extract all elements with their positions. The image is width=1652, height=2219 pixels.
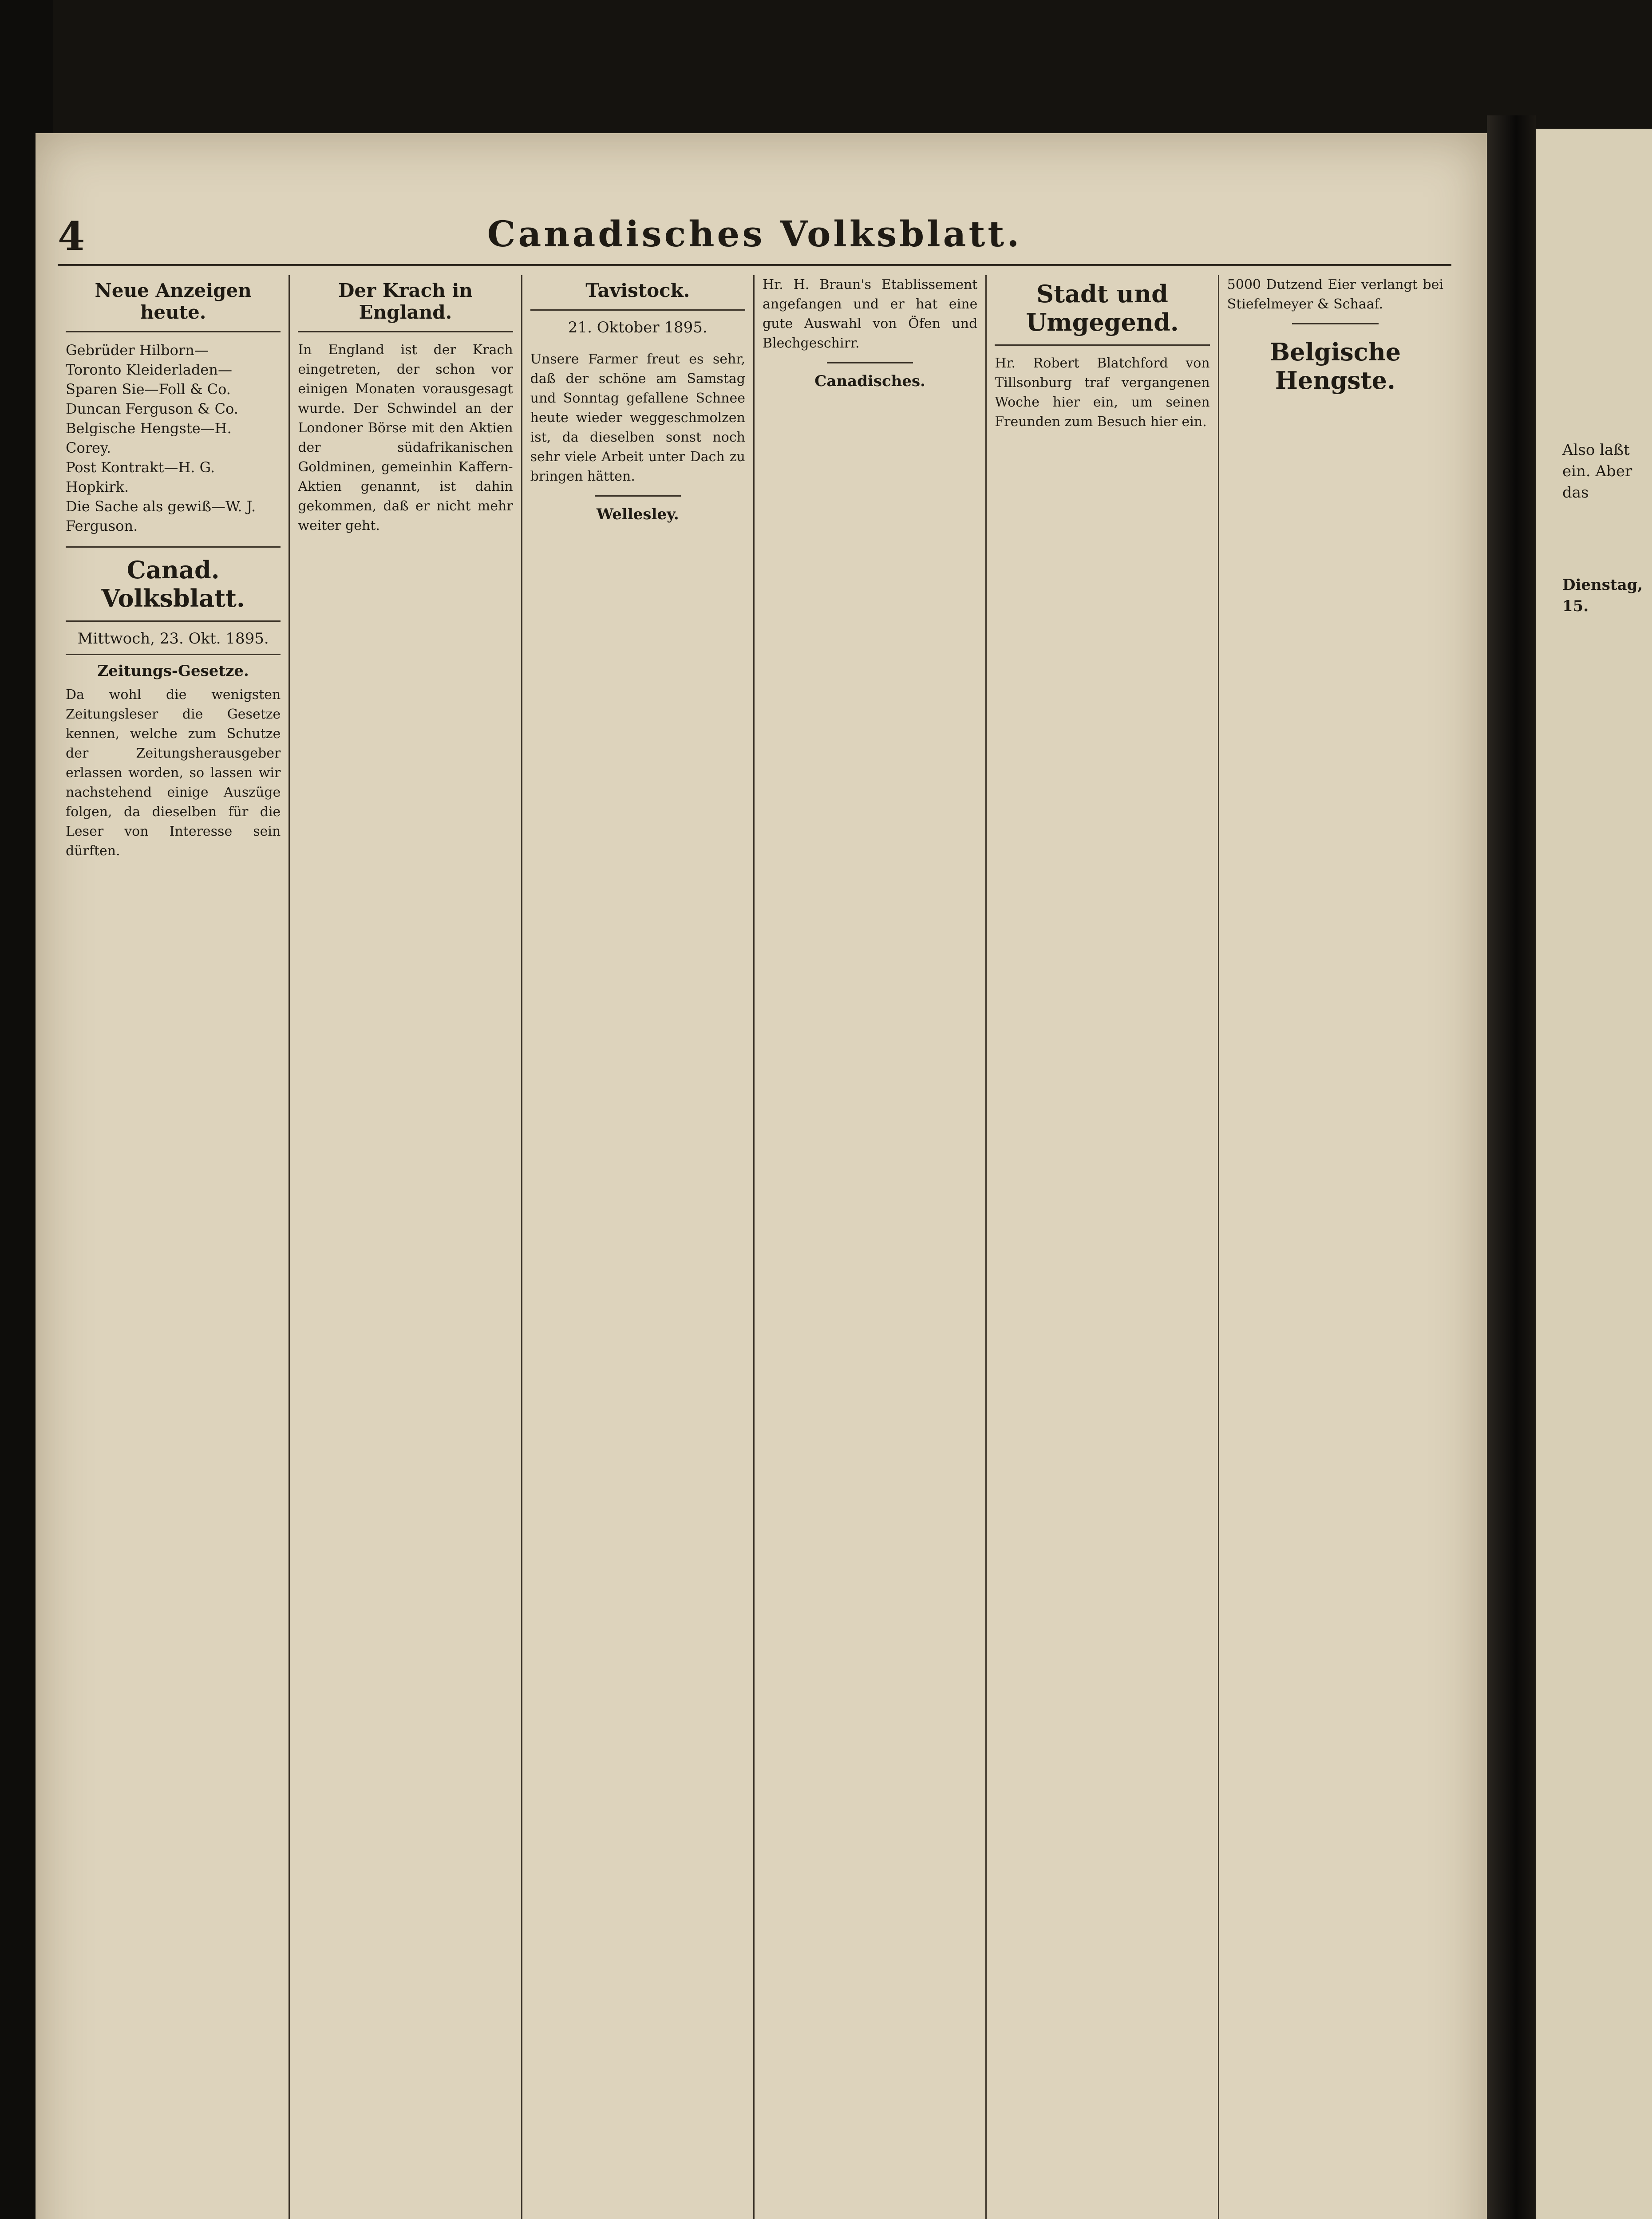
article-dateline: 21. Oktober 1895. [568, 319, 707, 336]
next-page-strip [1536, 129, 1652, 2219]
ad-heading: Belgische Hengste. [1269, 338, 1401, 395]
next-page-date: Dienstag, 15. [1562, 576, 1643, 615]
masthead: Canad. Volksblatt. [66, 546, 281, 622]
list-item: Duncan Ferguson & Co. [66, 400, 238, 417]
article-heading: Der Krach in England. [298, 275, 513, 332]
article-paragraph: Da wohl die wenigsten Zeitungsleser die Gesetze kennen, welche zum Schutze der Zeitungsherausgeber erlassen worden, so lassen wir nachstehend einige Auszüge folgen, da dieselben für die Leser von Interesse sein dürften. [66, 687, 281, 859]
section-divider [1292, 323, 1379, 324]
page-gutter [1487, 115, 1536, 2219]
article-paragraph: Hr. H. Braun's Etablissement angefangen und er hat eine gute Auswahl von Öfen und Blechgeschirr. [762, 277, 978, 351]
article-columns [58, 275, 1451, 2219]
column-4 [755, 275, 987, 2219]
list-item: Toronto Kleiderladen— [66, 361, 232, 378]
list-item: Post Kontrakt—H. G. Hopkirk. [66, 459, 215, 495]
page-header [58, 209, 1451, 262]
list-item: Gebrüder Hilborn— [66, 342, 209, 359]
article-paragraph: 5000 Dutzend Eier verlangt bei Stiefelmeyer & Schaaf. [1227, 277, 1443, 312]
list-item: Belgische Hengste—H. Corey. [66, 420, 232, 456]
section-divider [827, 362, 913, 363]
new-ads-heading: Neue Anzeigen heute. [66, 275, 281, 332]
article-heading: Tavistock. [530, 275, 745, 311]
next-page-text [1536, 129, 1652, 617]
page-number: 4 [58, 213, 85, 259]
column-3 [522, 275, 755, 2219]
list-item: Sparen Sie—Foll & Co. [66, 381, 231, 398]
header-rule [58, 264, 1451, 266]
paper-title: Canadisches Volksblatt. [487, 213, 1022, 255]
next-page-fragment: Also laßt [1562, 441, 1630, 459]
column-5 [987, 275, 1219, 2219]
column-2 [290, 275, 522, 2219]
section-heading: Wellesley. [596, 505, 679, 523]
section-heading: Canadisches. [814, 372, 926, 390]
article-heading: Stadt und Umgegend. [995, 275, 1209, 346]
section-divider [595, 495, 681, 497]
new-ads-list [66, 340, 281, 536]
column-1 [58, 275, 290, 2219]
column-6 [1219, 275, 1451, 2219]
article-paragraph: In England ist der Krach eingetreten, der schon vor einigen Monaten vorausgesagt wurde. Der Schwindel an der Londoner Börse mit den Aktien der südafrikanischen Goldminen, gemeinhin Kaffern-Aktien genannt, ist dahin gekommen, daß er nicht mehr weiter geht. [298, 342, 513, 533]
next-page-fragment: ein. Aber das [1562, 462, 1632, 501]
section-heading: Zeitungs-Gesetze. [97, 662, 249, 680]
article-paragraph: Hr. Robert Blatchford von Tillsonburg traf vergangenen Woche hier ein, um seinen Freunden zum Besuch hier ein. [995, 355, 1210, 430]
article-paragraph: Unsere Farmer freut es sehr, daß der schöne am Samstag und Sonntag gefallene Schnee heute wieder weggeschmolzen ist, da dieselben sonst noch sehr viele Arbeit unter Dach zu bringen hätten. [530, 351, 745, 484]
issue-date: Mittwoch, 23. Okt. 1895. [66, 630, 281, 655]
list-item: Die Sache als gewiß—W. J. Ferguson. [66, 498, 256, 534]
